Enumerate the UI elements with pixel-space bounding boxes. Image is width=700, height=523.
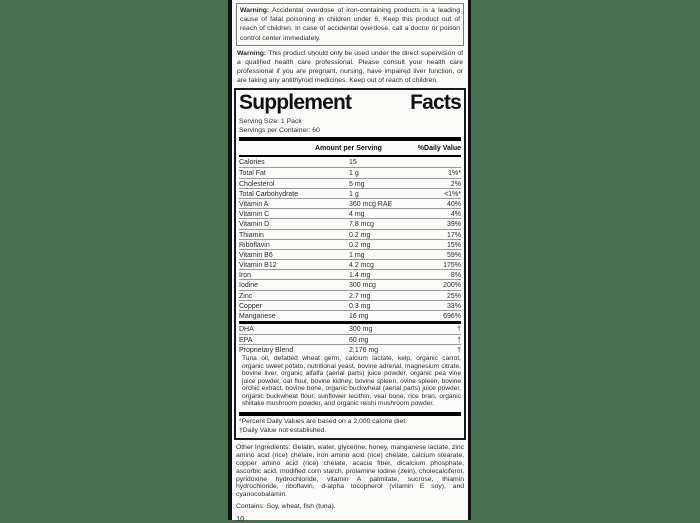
table-row (239, 157, 461, 167)
supplement-label (228, 0, 471, 523)
nutrient-name: Total Carbohydrate (239, 190, 299, 198)
nutrient-amount: 300 mg (349, 325, 373, 333)
other-ingredients-text: Gelatin, water, glycerine, honey, manganese lactate, zinc amino acid (rice) chelate, iron amino acid (rice) chelate, calcium stearate, copper amino acid (rice) chelate, acacia fiber, dicalcium phosphate, ascorbic acid, modified corn starch, prolamine iodine (zein), cholecalciferol, pyridoxine hydrochloride, vitamin A palmitate, sucrose, thiamin hydrochloride, riboflavin, d-alpha tocopherol (vitamin E soy), and cyanocobalamin. (236, 444, 465, 499)
nutrient-amount: 0.3 mg (349, 302, 371, 310)
table-row (239, 198, 461, 208)
nutrient-daily-value: 1%* (448, 170, 461, 178)
nutrient-name: EPA (239, 336, 253, 344)
page-number: 10 (236, 513, 245, 523)
nutrient-daily-value: <1%* (444, 190, 461, 198)
nutrient-daily-value: 40% (446, 200, 461, 208)
table-row (239, 279, 461, 289)
footnote-dagger: †Daily Value not established. (239, 426, 327, 434)
other-ingredients (236, 444, 464, 499)
nutrient-amount: 0.2 mg (349, 241, 371, 249)
warning-text: Accidental overdose of iron-containing products is a leading cause of fatal poisoning in children under 6. Keep this product out of reach of children. In case of accidental overdose, call a doctor or poison control center immediately. (240, 7, 460, 42)
nutrient-daily-value: 696% (443, 313, 461, 321)
table-row (239, 208, 461, 218)
divider-thick (239, 137, 461, 141)
nutrient-daily-value: 59% (446, 251, 461, 259)
nutrient-amount: 1 mg (349, 251, 365, 259)
nutrient-daily-value: 25% (446, 292, 461, 300)
panel-title (239, 92, 461, 114)
blend-rows (239, 324, 461, 355)
nutrient-amount: 360 mcg RAE (349, 200, 393, 208)
nutrient-name: DHA (239, 325, 254, 333)
nutrient-name: Cholesterol (239, 180, 275, 188)
table-row (239, 290, 461, 300)
nutrient-amount: 0.2 mg (349, 231, 371, 239)
nutrient-daily-value: † (457, 336, 461, 344)
nutrient-daily-value: 200% (443, 282, 461, 290)
nutrient-name: Thiamin (239, 231, 264, 239)
nutrient-daily-value: 39% (446, 221, 461, 229)
nutrient-daily-value: 8% (450, 272, 461, 280)
nutrient-name: Vitamin D (239, 221, 270, 229)
nutrient-name: Copper (239, 302, 262, 310)
serving-size: Serving Size: 1 Pack (239, 117, 302, 125)
table-row (239, 259, 461, 269)
header-spacer (239, 143, 315, 155)
warning-label: Warning: (240, 7, 270, 14)
nutrient-amount: 7.8 mcg (349, 221, 374, 229)
nutrient-name: Iodine (239, 282, 259, 290)
warning-supervision (237, 49, 463, 86)
nutrient-amount: 16 mg (349, 313, 369, 321)
nutrient-amount: 1.4 mg (349, 272, 371, 280)
table-row (239, 178, 461, 188)
nutrient-amount: 4.2 mcg (349, 262, 374, 270)
nutrient-daily-value: 33% (446, 302, 461, 310)
nutrient-name: Manganese (239, 313, 276, 321)
table-row (239, 239, 461, 249)
warning-text: This product should only be used under the direct supervision of a qualified health care professional. Please consult your health care professional if you are pregnant, nursing, have impaired liver function, or are taking any antithyroid medicines. Keep out of reach of children. (237, 49, 463, 85)
servings-per-container: Servings per Container: 60 (239, 126, 320, 134)
nutrient-amount: 300 mcg (349, 282, 376, 290)
table-row (239, 188, 461, 198)
warning-label: Warning: (237, 49, 267, 57)
nutrient-name: Riboflavin (239, 241, 270, 249)
divider-thick (239, 412, 461, 416)
supplement-facts-panel (234, 88, 466, 441)
nutrient-amount: 5 mg (349, 180, 365, 188)
header-amount-per-serving: Amount per Serving (315, 145, 382, 153)
nutrient-name: Iron (239, 272, 252, 280)
table-row (239, 300, 461, 310)
nutrient-amount: 2,176 mg (349, 347, 379, 355)
nutrient-name: Vitamin B12 (239, 262, 277, 270)
nutrient-rows (239, 157, 461, 320)
footnote-daily-values: *Percent Daily Values are based on a 2,000 calorie diet. (239, 417, 408, 425)
title-word-supplement: Supplement (239, 90, 352, 114)
nutrient-name: Vitamin A (239, 200, 269, 208)
table-row (239, 310, 461, 320)
allergen-statement: Contains: Soy, wheat, fish (tuna). (236, 502, 336, 510)
nutrient-amount: 1 g (349, 190, 359, 198)
nutrient-amount: 4 mg (349, 211, 365, 219)
other-ingredients-label: Other Ingredients: (236, 444, 291, 452)
nutrient-daily-value: 15% (446, 241, 461, 249)
nutrient-daily-value: 2% (450, 180, 461, 188)
nutrient-name: Zinc (239, 292, 253, 300)
nutrient-amount: 2.7 mg (349, 292, 371, 300)
table-row (239, 344, 461, 354)
nutrient-daily-value: 4% (450, 211, 461, 219)
nutrient-daily-value: † (457, 325, 461, 333)
table-row (239, 229, 461, 239)
nutrient-name: Total Fat (239, 170, 266, 178)
nutrient-daily-value: 17% (446, 231, 461, 239)
nutrient-amount: 1 g (349, 170, 359, 178)
table-row (239, 167, 461, 177)
table-row (239, 324, 461, 334)
table-row (239, 269, 461, 279)
nutrient-name: Calories (239, 159, 265, 167)
title-word-facts: Facts (410, 90, 461, 114)
nutrient-amount: 60 mg (349, 336, 369, 344)
table-row (239, 334, 461, 344)
proprietary-blend-ingredients: Tuna oil, defatted wheat germ, calcium lactate, kelp, organic carrot, organic sweet potato, nutritional yeast, bovine adrenal, magnesium citrate, bovine liver, organic alfalfa (aerial parts) juice powder, organic pea vine juice powder, oat flour, bovine kidney, bovine spleen, ovine spleen, bovine orchic extract, bovine bone, organic buckwheat (aerial parts) juice powder, organic buckwheat flour, sunflower lecithin, veal bone, rice bran, organic shiitake mushroom powder, and organic reishi mushroom powder. (242, 355, 461, 408)
nutrient-daily-value: 175% (443, 262, 461, 270)
nutrient-amount: 15 (349, 159, 357, 167)
table-row (239, 218, 461, 228)
nutrient-name: Vitamin B6 (239, 251, 273, 259)
nutrient-name: Vitamin C (239, 211, 270, 219)
nutrient-name: Proprietary Blend (239, 347, 294, 355)
table-row (239, 249, 461, 259)
table-header (239, 143, 461, 155)
header-daily-value: %Daily Value (417, 145, 461, 153)
warning-box-iron (236, 3, 464, 46)
nutrient-daily-value: † (457, 347, 461, 355)
